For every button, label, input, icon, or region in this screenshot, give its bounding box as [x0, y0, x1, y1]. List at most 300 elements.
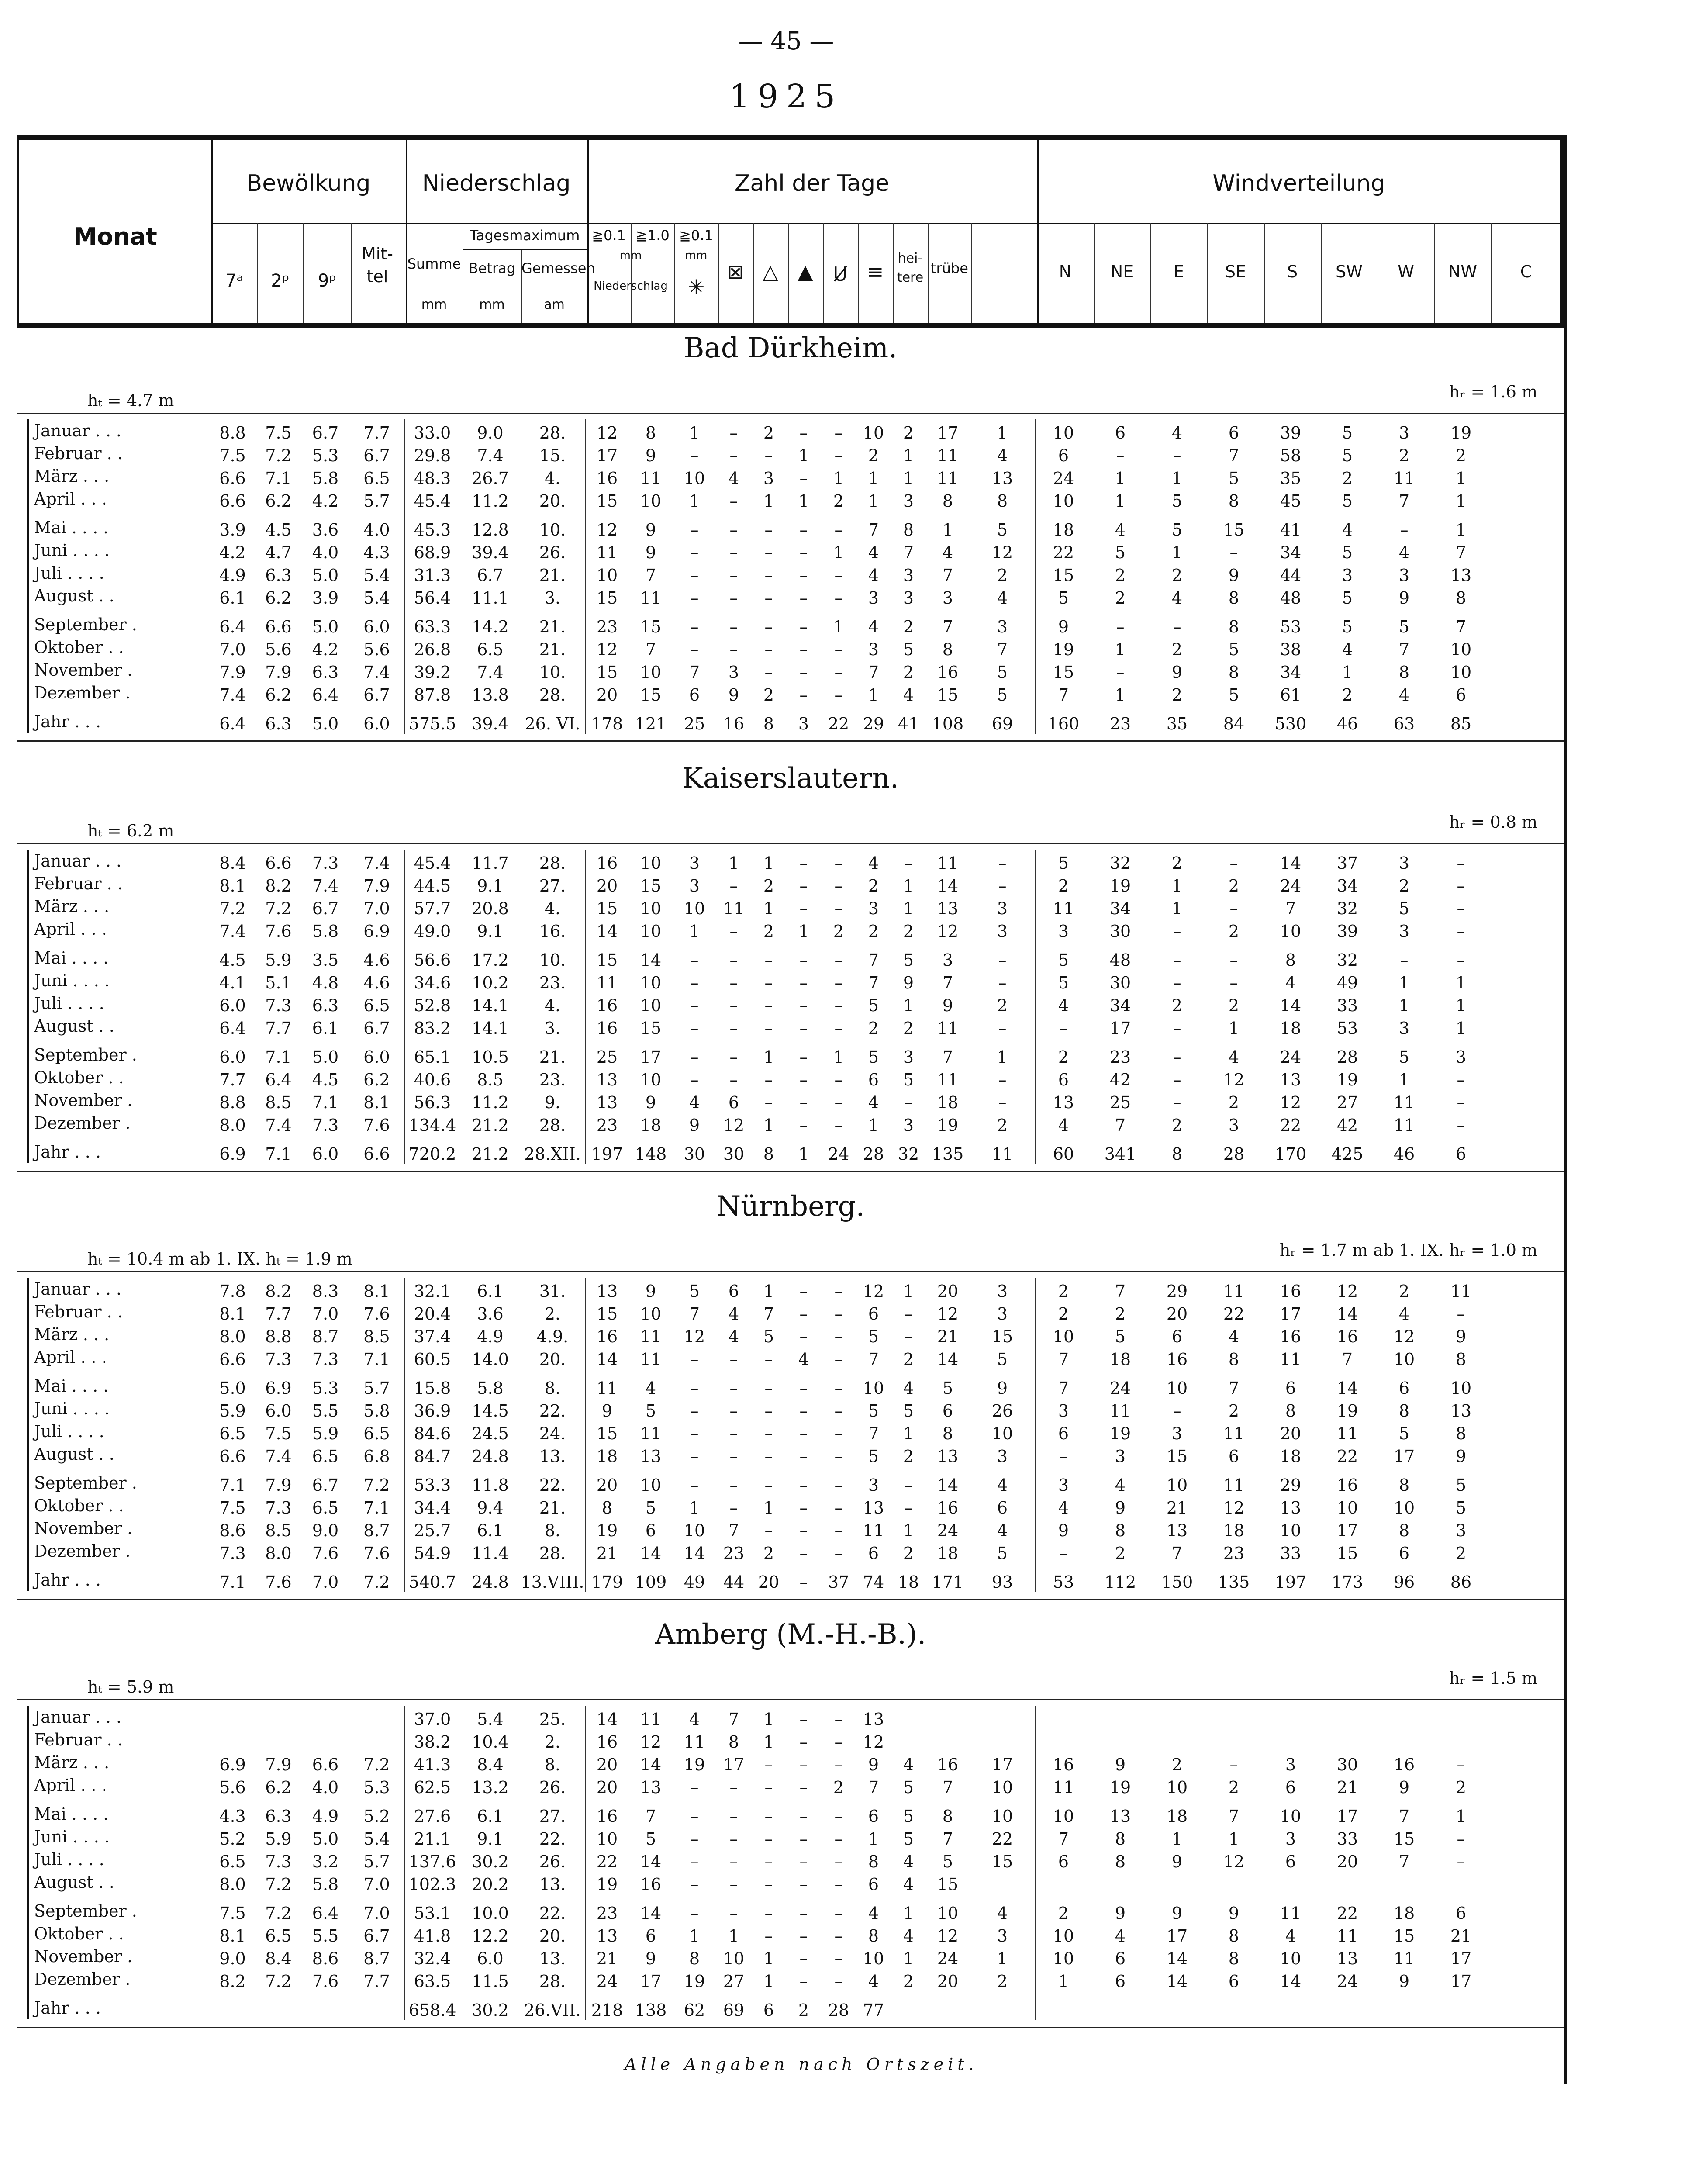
- table-cell: 19: [596, 1521, 618, 1540]
- table-cell: 8.4: [219, 854, 246, 873]
- table-cell: –: [1173, 973, 1181, 992]
- table-cell: –: [764, 1926, 773, 1946]
- table-cell: 6: [1228, 1972, 1240, 1991]
- table-cell: 7.4: [265, 1116, 292, 1135]
- table-cell: 23: [1109, 714, 1131, 733]
- table-cell: 12: [1223, 1070, 1245, 1089]
- header-9p: 9ᵖ: [318, 271, 337, 291]
- table-cell: 7: [1228, 1807, 1240, 1826]
- table-cell: 1: [1115, 491, 1126, 511]
- table-cell: –: [998, 973, 1007, 992]
- header-z10: ≧1.0: [635, 227, 670, 244]
- table-cell: 6.6: [363, 1144, 390, 1164]
- table-cell: 5.1: [265, 973, 292, 992]
- table-cell: 2: [1058, 1282, 1069, 1301]
- table-cell: 7: [1398, 1852, 1410, 1871]
- month-label: September .: [34, 1901, 137, 1921]
- table-cell: 5.2: [363, 1807, 390, 1826]
- table-cell: 4.0: [363, 520, 390, 539]
- wind-nw: NW: [1448, 262, 1477, 281]
- table-cell: 8: [1455, 588, 1467, 608]
- table-cell: 22: [1223, 1304, 1245, 1324]
- table-cell: 45.3: [414, 520, 451, 539]
- table-cell: 38.2: [414, 1732, 451, 1752]
- table-cell: 9: [1398, 1778, 1410, 1797]
- table-cell: 5: [942, 1852, 953, 1871]
- month-label: August . .: [34, 1016, 114, 1036]
- table-cell: 14.5: [472, 1401, 509, 1420]
- table-cell: 17: [1336, 1807, 1358, 1826]
- table-cell: –: [729, 588, 738, 608]
- table-cell: 4: [868, 566, 879, 585]
- table-cell: 5: [1455, 1476, 1467, 1495]
- table-cell: 3.: [544, 1019, 561, 1038]
- table-cell: 6.2: [363, 1070, 390, 1089]
- table-cell: 7.3: [219, 1544, 246, 1563]
- header-summe: Summe: [407, 256, 461, 272]
- table-cell: 6.8: [363, 1447, 390, 1466]
- table-cell: 3: [903, 566, 914, 585]
- table-cell: 2: [1171, 1755, 1183, 1774]
- table-cell: 14: [1166, 1949, 1188, 1968]
- table-cell: –: [690, 1447, 699, 1466]
- table-cell: 7.4: [363, 854, 390, 873]
- table-cell: 53: [1280, 617, 1302, 636]
- month-label: März . . .: [34, 897, 110, 916]
- table-cell: 42: [1109, 1070, 1131, 1089]
- table-cell: 15: [596, 899, 618, 918]
- station-ht: hₜ = 5.9 m: [87, 1677, 174, 1697]
- table-cell: 1: [1171, 469, 1183, 488]
- month-label: März . . .: [34, 467, 110, 486]
- table-cell: 4: [728, 1304, 739, 1324]
- table-cell: 6.6: [219, 469, 246, 488]
- table-cell: 9: [1115, 1904, 1126, 1923]
- table-cell: 4.: [544, 996, 561, 1015]
- table-cell: 425: [1331, 1144, 1364, 1164]
- header-heitere: hei-tere: [897, 251, 924, 285]
- table-cell: 21.: [539, 617, 566, 636]
- table-cell: 15: [596, 1304, 618, 1324]
- table-cell: 6.4: [312, 1904, 339, 1923]
- table-cell: 20.8: [472, 899, 509, 918]
- table-cell: 22: [1053, 543, 1074, 562]
- table-cell: 4: [868, 617, 879, 636]
- table-cell: –: [729, 1875, 738, 1894]
- station-ht: hₜ = 10.4 m ab 1. IX. hₜ = 1.9 m: [87, 1249, 352, 1268]
- table-cell: 22.: [539, 1401, 566, 1420]
- table-row: [17, 684, 1467, 706]
- table-cell: –: [729, 1019, 738, 1038]
- table-cell: 39: [1336, 922, 1358, 941]
- table-cell: 4: [1398, 543, 1410, 562]
- table-cell: 6: [1285, 1852, 1296, 1871]
- table-cell: 5: [868, 1447, 879, 1466]
- header-gemessen-unit: am: [544, 297, 565, 312]
- table-cell: –: [998, 1019, 1007, 1038]
- table-cell: 6.1: [219, 588, 246, 608]
- table-cell: 8: [1398, 1521, 1410, 1540]
- table-cell: –: [799, 469, 808, 488]
- table-cell: 11: [1393, 1093, 1415, 1112]
- table-cell: 10: [640, 899, 662, 918]
- table-cell: –: [799, 1304, 808, 1324]
- table-cell: 22: [828, 714, 849, 733]
- table-cell: –: [799, 1093, 808, 1112]
- table-cell: 2: [903, 617, 914, 636]
- table-cell: 7.4: [219, 685, 246, 705]
- table-cell: 4: [689, 1093, 700, 1112]
- table-cell: 11: [596, 973, 618, 992]
- table-cell: 8.1: [219, 876, 246, 895]
- table-cell: 19: [684, 1755, 705, 1774]
- table-cell: 4.9: [219, 566, 246, 585]
- table-cell: 20.: [539, 491, 566, 511]
- table-cell: 13: [596, 1926, 618, 1946]
- table-cell: 25: [684, 714, 705, 733]
- table-cell: –: [799, 1949, 808, 1968]
- table-cell: –: [1457, 1070, 1465, 1089]
- table-cell: 5: [868, 1047, 879, 1067]
- table-cell: 11.2: [472, 1093, 509, 1112]
- table-cell: 8.2: [265, 1282, 292, 1301]
- month-label: Mai . . . .: [34, 518, 109, 537]
- table-cell: 37: [828, 1572, 849, 1592]
- table-cell: 18: [1166, 1807, 1188, 1826]
- table-cell: 10: [1336, 1498, 1358, 1517]
- table-cell: 6: [1285, 1778, 1296, 1797]
- table-cell: 8: [1228, 663, 1240, 682]
- table-cell: 7.0: [219, 640, 246, 659]
- table-cell: 6: [1398, 1379, 1410, 1398]
- table-row: [17, 1422, 1467, 1445]
- table-cell: 29: [1280, 1476, 1302, 1495]
- table-cell: 8.: [544, 1379, 561, 1398]
- table-cell: 23: [1223, 1544, 1245, 1563]
- table-cell: 9: [645, 520, 656, 539]
- table-cell: 12: [723, 1116, 745, 1135]
- table-row: [17, 852, 1465, 874]
- table-cell: 6.0: [363, 617, 390, 636]
- table-cell: 5.9: [219, 1401, 246, 1420]
- table-cell: 3: [1455, 1047, 1467, 1067]
- table-cell: 720.2: [408, 1144, 456, 1164]
- table-cell: 1: [1342, 663, 1353, 682]
- table-cell: 10.: [539, 520, 566, 539]
- table-cell: 6.2: [265, 1778, 292, 1797]
- table-cell: 16: [596, 1327, 618, 1346]
- table-cell: 24: [1053, 469, 1074, 488]
- table-cell: 30: [723, 1144, 745, 1164]
- table-cell: 3: [1398, 922, 1410, 941]
- header-monat: Monat: [73, 223, 157, 250]
- table-cell: 3.9: [219, 520, 246, 539]
- table-cell: 22: [596, 1852, 618, 1871]
- table-cell: 16: [640, 1875, 662, 1894]
- table-cell: 7.0: [312, 1304, 339, 1324]
- table-cell: 6.6: [219, 1447, 246, 1466]
- table-cell: –: [834, 1521, 843, 1540]
- table-cell: 5: [903, 1070, 914, 1089]
- table-cell: 9: [1171, 1852, 1183, 1871]
- table-cell: 15: [991, 1852, 1013, 1871]
- table-cell: 63.3: [414, 617, 451, 636]
- table-cell: 16: [596, 996, 618, 1015]
- table-cell: 4.6: [363, 973, 390, 992]
- month-label: April . . .: [34, 1348, 107, 1367]
- table-cell: 6.0: [312, 1144, 339, 1164]
- table-cell: 5.4: [363, 1829, 390, 1849]
- table-cell: 23: [596, 1904, 618, 1923]
- table-cell: –: [690, 1047, 699, 1067]
- table-cell: –: [729, 1047, 738, 1067]
- table-cell: 1: [798, 1144, 809, 1164]
- table-cell: –: [690, 950, 699, 970]
- table-cell: 10: [1280, 1949, 1302, 1968]
- table-cell: 10: [1450, 663, 1472, 682]
- table-cell: 11: [937, 1019, 959, 1038]
- table-cell: 36.9: [414, 1401, 451, 1420]
- table-cell: 17: [1336, 1521, 1358, 1540]
- table-cell: –: [834, 1732, 843, 1752]
- table-cell: –: [1116, 617, 1125, 636]
- table-row: [17, 712, 1472, 735]
- table-cell: –: [1400, 520, 1409, 539]
- table-cell: 16: [596, 1807, 618, 1826]
- table-cell: 5.7: [363, 1379, 390, 1398]
- table-cell: 4: [1398, 1304, 1410, 1324]
- table-cell: 18: [1109, 1350, 1131, 1369]
- table-cell: 6.3: [265, 714, 292, 733]
- table-cell: 10: [863, 423, 884, 442]
- table-cell: –: [799, 1852, 808, 1871]
- table-cell: 7.7: [219, 1070, 246, 1089]
- table-cell: 6.4: [219, 1019, 246, 1038]
- table-cell: 8.: [544, 1755, 561, 1774]
- table-cell: –: [729, 1447, 738, 1466]
- month-label: Juli . . . .: [34, 994, 104, 1013]
- table-cell: 6.7: [312, 899, 339, 918]
- table-cell: 6: [868, 1304, 879, 1324]
- table-cell: –: [729, 996, 738, 1015]
- table-cell: 6: [1058, 1852, 1069, 1871]
- table-cell: 74: [863, 1572, 884, 1592]
- header-zahl-der-tage: Zahl der Tage: [734, 170, 890, 197]
- table-cell: –: [729, 1807, 738, 1826]
- month-label: September .: [34, 615, 137, 634]
- table-cell: 39.4: [472, 543, 509, 562]
- table-cell: 17: [1109, 1019, 1131, 1038]
- table-cell: 11: [1393, 469, 1415, 488]
- table-cell: 14: [937, 1350, 959, 1369]
- table-cell: 7.2: [219, 899, 246, 918]
- table-cell: 63.5: [414, 1972, 451, 1991]
- table-cell: 12: [937, 1926, 959, 1946]
- table-cell: 32.1: [414, 1282, 451, 1301]
- table-cell: 3: [942, 950, 953, 970]
- table-cell: –: [690, 1852, 699, 1871]
- table-cell: 6.5: [363, 469, 390, 488]
- table-cell: 10: [596, 566, 618, 585]
- table-cell: 8.2: [219, 1972, 246, 1991]
- wind-s: S: [1287, 262, 1298, 281]
- table-cell: 20: [596, 1778, 618, 1797]
- table-cell: 6.2: [265, 491, 292, 511]
- header-betrag: Betrag: [468, 260, 516, 276]
- table-cell: 3: [1285, 1829, 1296, 1849]
- table-cell: 8: [903, 520, 914, 539]
- table-cell: 10: [684, 899, 705, 918]
- table-cell: 13: [1166, 1521, 1188, 1540]
- page-number: — 45 —: [738, 27, 834, 55]
- table-cell: 13.2: [472, 1778, 509, 1797]
- table-cell: 12.8: [472, 520, 509, 539]
- table-cell: 11.1: [472, 588, 509, 608]
- table-cell: –: [764, 588, 773, 608]
- table-cell: 8.6: [312, 1949, 339, 1968]
- table-cell: 2: [1455, 1544, 1467, 1563]
- table-cell: –: [690, 566, 699, 585]
- table-cell: –: [834, 1401, 843, 1420]
- table-cell: 26.: [539, 543, 566, 562]
- table-cell: –: [690, 640, 699, 659]
- table-cell: 4: [1058, 996, 1069, 1015]
- table-cell: –: [764, 617, 773, 636]
- table-cell: 5.6: [219, 1778, 246, 1797]
- table-cell: –: [764, 640, 773, 659]
- table-cell: 7.1: [363, 1350, 390, 1369]
- table-cell: 10: [991, 1424, 1013, 1443]
- table-cell: 4: [868, 1972, 879, 1991]
- table-cell: –: [764, 1875, 773, 1894]
- table-cell: 13: [596, 1070, 618, 1089]
- table-cell: 6: [942, 1401, 953, 1420]
- table-cell: 4: [1058, 1498, 1069, 1517]
- table-cell: 6.5: [477, 640, 504, 659]
- table-cell: –: [764, 446, 773, 465]
- table-cell: 10: [640, 491, 662, 511]
- table-cell: 12: [937, 1304, 959, 1324]
- table-cell: –: [799, 1070, 808, 1089]
- table-cell: 13: [1450, 1401, 1472, 1420]
- table-cell: –: [729, 1476, 738, 1495]
- table-cell: 8: [942, 640, 953, 659]
- table-cell: 5.8: [312, 922, 339, 941]
- table-cell: 7.1: [265, 1144, 292, 1164]
- table-cell: 7: [1058, 685, 1069, 705]
- table-cell: –: [799, 640, 808, 659]
- table-cell: 7.1: [265, 1047, 292, 1067]
- table-cell: 35: [1280, 469, 1302, 488]
- table-cell: 11: [1109, 1401, 1131, 1420]
- table-cell: 5: [1342, 617, 1353, 636]
- table-cell: 12: [596, 423, 618, 442]
- table-cell: 4.7: [265, 543, 292, 562]
- table-cell: 8.5: [477, 1070, 504, 1089]
- table-cell: 137.6: [408, 1852, 456, 1871]
- table-cell: 6: [1115, 1972, 1126, 1991]
- table-cell: 10: [1450, 640, 1472, 659]
- table-cell: 18: [937, 1093, 959, 1112]
- station-2: [17, 1190, 1564, 1610]
- table-cell: 4: [1115, 1926, 1126, 1946]
- table-cell: 5.0: [219, 1379, 246, 1398]
- table-cell: 28: [863, 1144, 884, 1164]
- table-cell: 5: [903, 1778, 914, 1797]
- month-label: Jahr . . .: [34, 1142, 101, 1161]
- table-cell: –: [729, 1778, 738, 1797]
- table-cell: –: [690, 996, 699, 1015]
- table-row: [17, 564, 1472, 587]
- header-7a: 7ᵃ: [225, 271, 244, 291]
- table-cell: 108: [932, 714, 964, 733]
- table-cell: –: [1457, 876, 1465, 895]
- table-cell: –: [834, 1327, 843, 1346]
- table-cell: 2: [903, 1350, 914, 1369]
- table-cell: 15: [1336, 1544, 1358, 1563]
- table-cell: 6.6: [265, 854, 292, 873]
- table-cell: 9: [1058, 617, 1069, 636]
- table-cell: 3: [1285, 1755, 1296, 1774]
- graupel-icon: ▲: [798, 260, 813, 283]
- table-cell: 25: [596, 1047, 618, 1067]
- month-label: April . . .: [34, 1776, 107, 1795]
- table-cell: 18: [898, 1572, 919, 1592]
- table-cell: –: [729, 1070, 738, 1089]
- table-row: [17, 1303, 1465, 1325]
- table-cell: 13: [937, 1447, 959, 1466]
- table-cell: –: [764, 973, 773, 992]
- table-cell: 44: [1280, 566, 1302, 585]
- table-cell: 8.1: [219, 1304, 246, 1324]
- table-cell: 2: [1171, 854, 1183, 873]
- table-cell: 6.9: [219, 1144, 246, 1164]
- table-cell: 10: [684, 1521, 705, 1540]
- table-cell: –: [729, 1401, 738, 1420]
- table-cell: –: [834, 1755, 843, 1774]
- table-cell: 5: [1342, 446, 1353, 465]
- wind-c: C: [1520, 262, 1532, 281]
- table-header: [17, 135, 1564, 328]
- table-cell: –: [834, 1926, 843, 1946]
- table-cell: 62.5: [414, 1778, 451, 1797]
- table-cell: 3.6: [312, 520, 339, 539]
- table-cell: 23: [596, 1116, 618, 1135]
- table-cell: 24: [937, 1521, 959, 1540]
- table-cell: 5.5: [312, 1401, 339, 1420]
- table-row: [17, 897, 1465, 920]
- table-cell: 19: [1109, 876, 1131, 895]
- table-cell: 32: [1336, 950, 1358, 970]
- table-row: [17, 541, 1467, 564]
- table-cell: 3: [1171, 1424, 1183, 1443]
- table-cell: 9: [1228, 1904, 1240, 1923]
- table-row: [17, 1046, 1467, 1068]
- table-cell: 4: [868, 854, 879, 873]
- table-cell: 1: [1398, 973, 1410, 992]
- table-cell: 7: [645, 566, 656, 585]
- table-cell: 3: [1455, 1521, 1467, 1540]
- table-cell: 4: [903, 1875, 914, 1894]
- table-cell: 7: [942, 1778, 953, 1797]
- table-cell: 7.2: [265, 446, 292, 465]
- header-summe-unit: mm: [421, 297, 447, 312]
- table-cell: 37.4: [414, 1327, 451, 1346]
- table-cell: 12: [991, 543, 1013, 562]
- table-cell: 28.XII.: [524, 1144, 581, 1164]
- table-row: [17, 1348, 1467, 1371]
- table-cell: 14.0: [472, 1350, 509, 1369]
